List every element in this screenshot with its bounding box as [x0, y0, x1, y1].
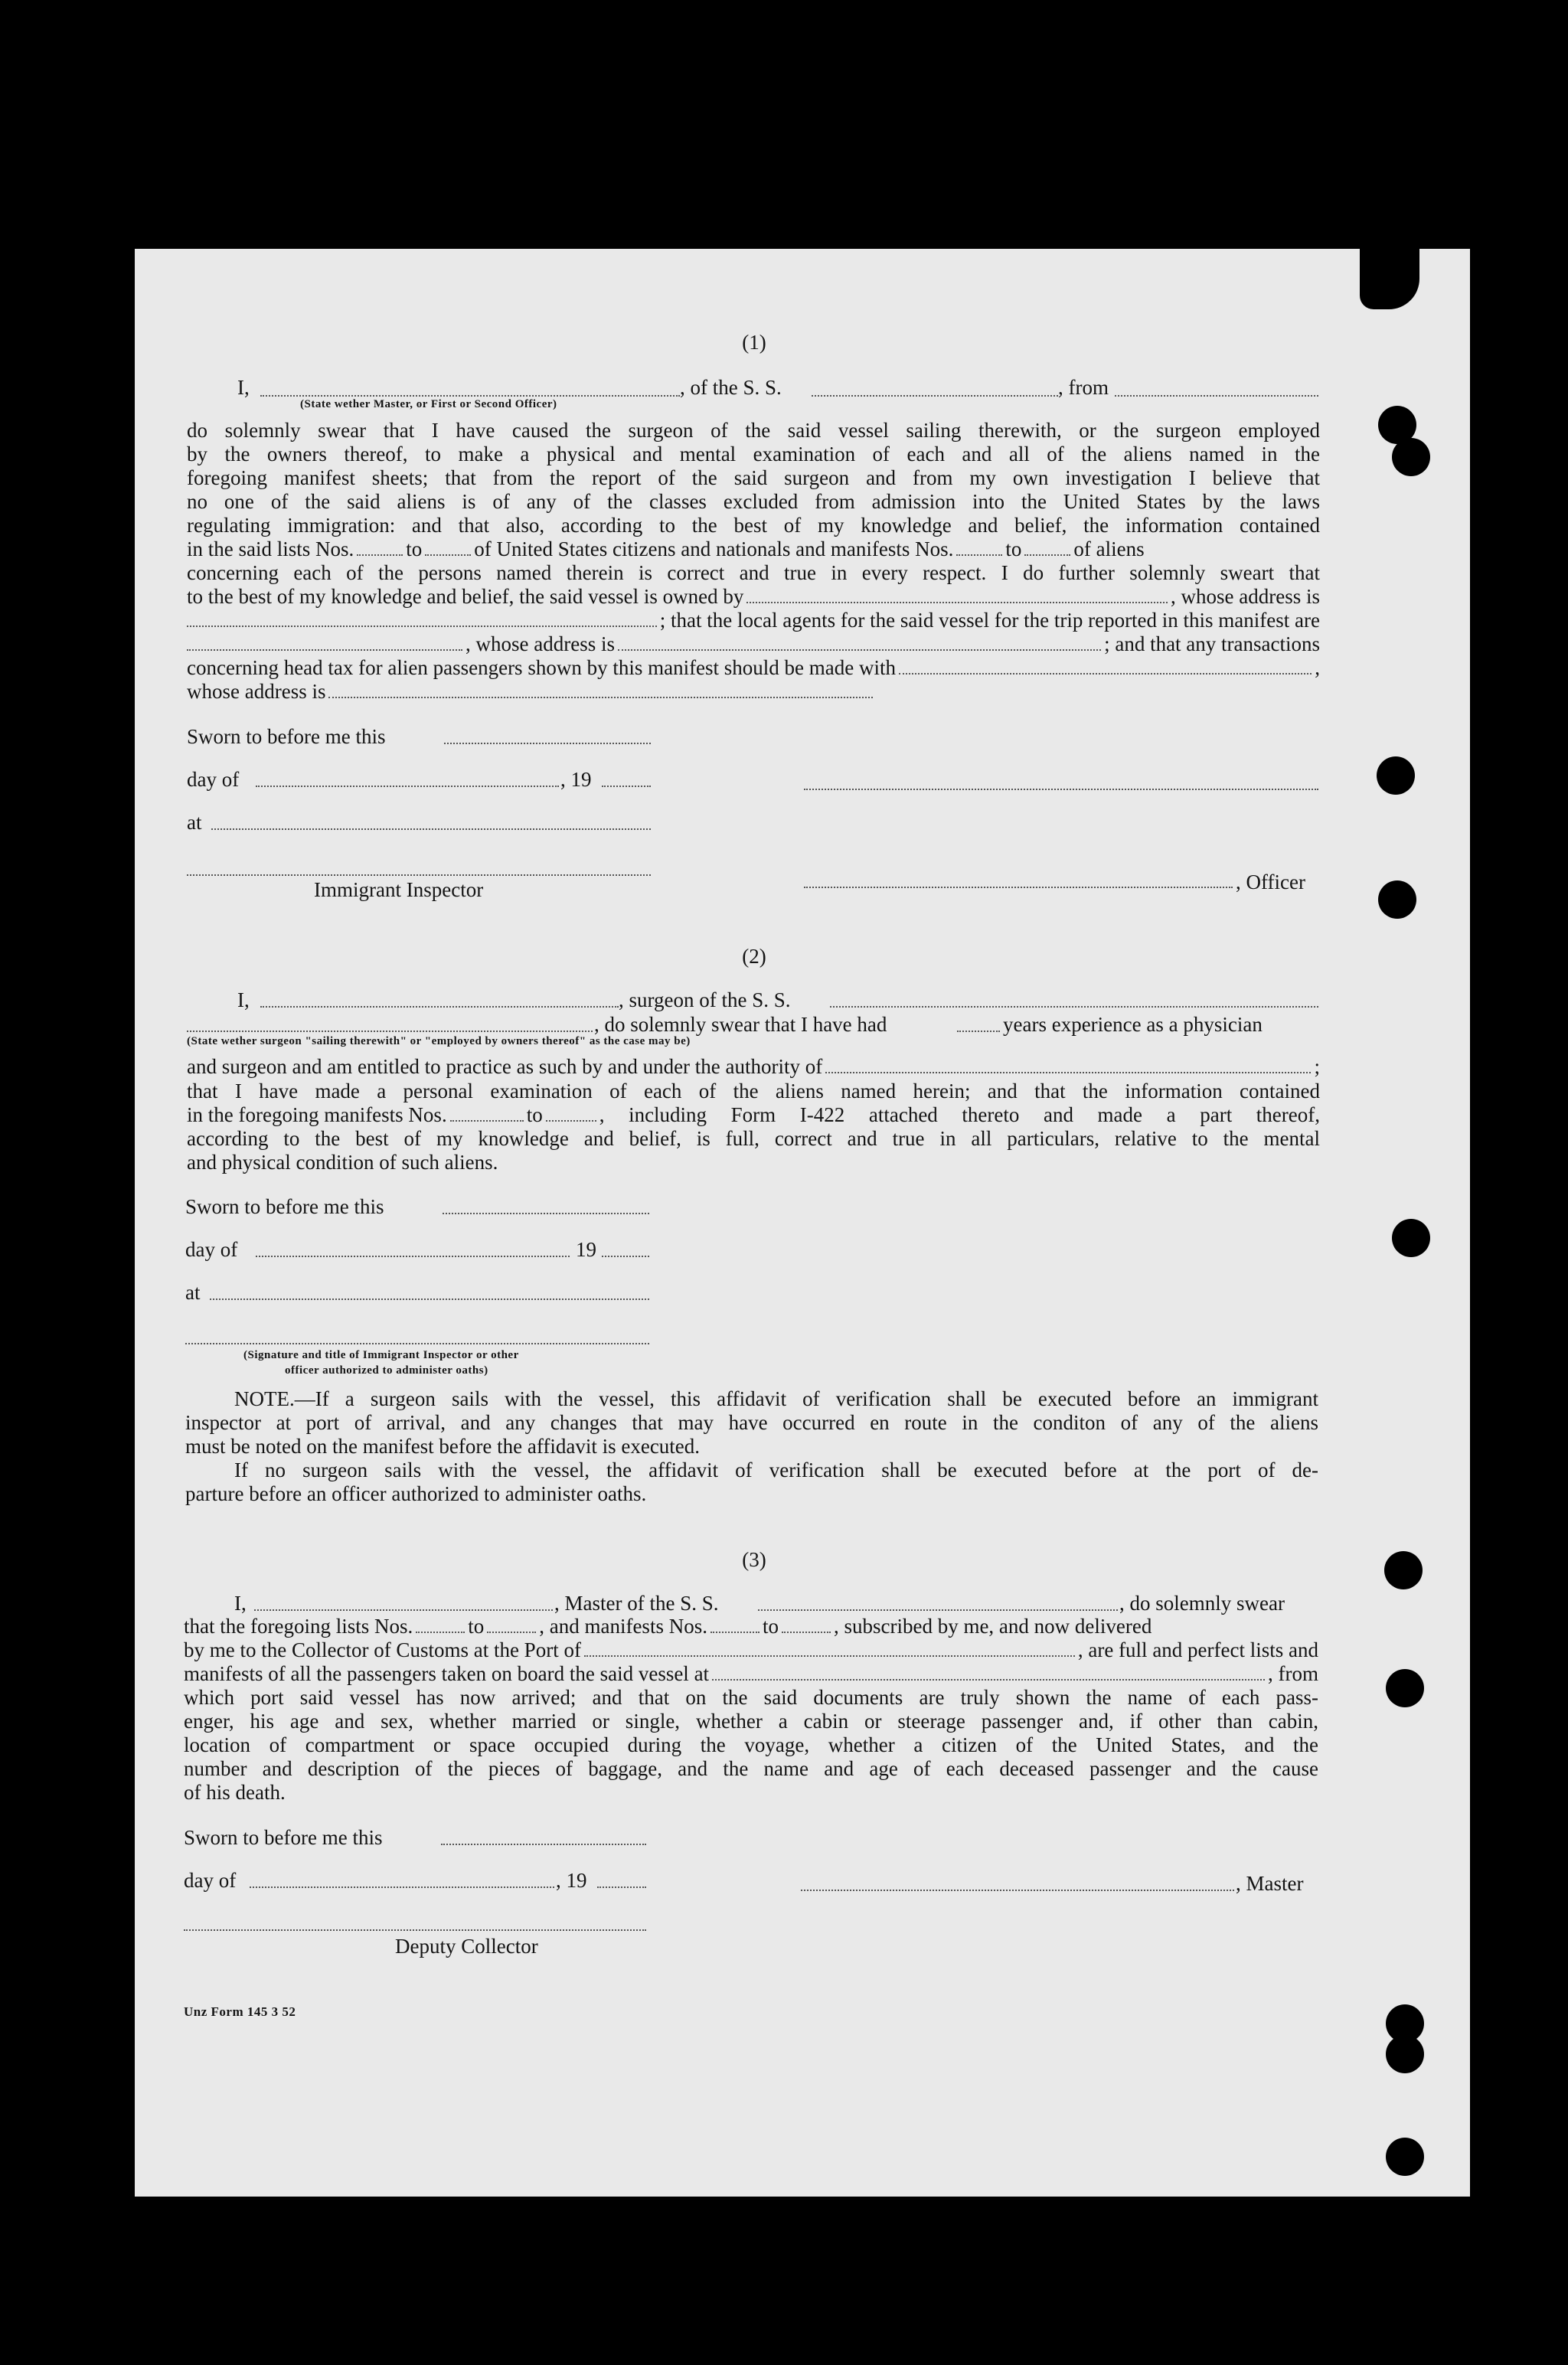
s1-p10a: , whose address is: [466, 632, 615, 655]
s1-day-of: day of: [187, 768, 240, 791]
s1-from: , from: [1058, 376, 1109, 399]
s1-owner-field[interactable]: [746, 601, 1168, 603]
s1-p8: [187, 585, 1320, 609]
s3-l7: location of compartment or space occupied during the voyage, whether a citizen of the United States, and the: [184, 1733, 1318, 1756]
s1-agents-field[interactable]: [187, 648, 462, 651]
s2-nineteen: 19: [576, 1238, 596, 1261]
s3-l3: [184, 1638, 1318, 1662]
section-2-number: (2): [742, 945, 766, 968]
s3-port-field[interactable]: [584, 1655, 1075, 1657]
s1-list-from-field[interactable]: [357, 554, 403, 556]
s3-day-field[interactable]: [250, 1886, 554, 1888]
s3-l2d: to: [762, 1615, 779, 1638]
s2-manifest-from-field[interactable]: [450, 1119, 524, 1122]
s3-master-name-field[interactable]: [254, 1609, 553, 1611]
s2-l7: and physical condition of such aliens.: [187, 1151, 498, 1174]
s1-headtax-field[interactable]: [899, 672, 1312, 675]
s3-l2b: to: [468, 1615, 485, 1638]
s1-p6d: to: [1005, 537, 1022, 560]
s3-deputy-signature-field[interactable]: [184, 1929, 646, 1931]
s3-l2: [184, 1615, 1318, 1638]
note-line-1: NOTE.—If a surgeon sails with the vessel, this affidavit of verification shall be executed before an immigrant: [234, 1387, 1318, 1410]
punch-hole: [1386, 2035, 1424, 2073]
s1-i: I,: [237, 376, 250, 399]
s2-sig-note-1: (Signature and title of Immigrant Inspector or other: [243, 1349, 519, 1361]
s3-nineteen: , 19: [556, 1869, 587, 1892]
s2-l3: and surgeon and am entitled to practice as such by and under the authority of: [187, 1055, 823, 1078]
s1-officer-signature-field-top[interactable]: [804, 789, 1318, 790]
s1-p3: foregoing manifest sheets; that from the report of the said surgeon and from my own investigation I believe that: [187, 466, 1320, 489]
s2-signature-field[interactable]: [185, 1343, 649, 1344]
s2-sworn-field[interactable]: [443, 1213, 649, 1214]
s1-officer-field[interactable]: [260, 395, 680, 397]
punch-hole: [1392, 438, 1430, 476]
s2-manifest-to-field[interactable]: [546, 1119, 596, 1122]
punch-hole: [1377, 756, 1415, 795]
s2-l5c: , including Form I-422 attached thereto and made a part thereof,: [599, 1103, 1320, 1126]
s1-vessel-field[interactable]: [812, 395, 1058, 397]
s1-inspector: Immigrant Inspector: [314, 878, 484, 901]
punch-hole: [1386, 2138, 1424, 2176]
s3-master-signature-field[interactable]: [801, 1890, 1234, 1891]
s2-at: at: [185, 1281, 201, 1304]
punch-hole: [1378, 880, 1416, 919]
s3-sworn-field[interactable]: [441, 1844, 646, 1845]
s1-at: at: [187, 811, 202, 834]
page-edge-shadow: [1360, 243, 1419, 309]
s1-headtax-address-field[interactable]: [328, 696, 873, 698]
s1-owner-address-field[interactable]: [187, 625, 657, 627]
s3-sworn: Sworn to before me this: [184, 1826, 383, 1849]
s3-l2a: that the foregoing lists Nos.: [184, 1615, 413, 1638]
s3-l2e: , subscribed by me, and now delivered: [833, 1615, 1152, 1638]
s1-p10b: ; and that any transactions: [1104, 632, 1320, 655]
s1-p7: concerning each of the persons named therein is correct and true in every respect. I do further solemnly sweart that: [187, 561, 1320, 584]
s1-year-field[interactable]: [602, 786, 651, 787]
s2-l5b: to: [526, 1103, 543, 1126]
s1-sworn: Sworn to before me this: [187, 725, 386, 748]
note-line-5: parture before an officer authorized to administer oaths.: [185, 1482, 647, 1505]
s1-nineteen: , 19: [560, 768, 592, 791]
s1-p1: do solemnly swear that I have caused the surgeon of the said vessel sailing therewith, or the surgeon employed: [187, 419, 1320, 442]
s2-surgeon-of: , surgeon of the S. S.: [619, 988, 791, 1011]
s3-year-field[interactable]: [597, 1886, 646, 1888]
s3-l3a: by me to the Collector of Customs at the Port of: [184, 1638, 581, 1661]
s1-p6e: of aliens: [1073, 537, 1145, 560]
s1-p8a: to the best of my knowledge and belief, the said vessel is owned by: [187, 585, 744, 608]
s3-master-of: , Master of the S. S.: [554, 1592, 719, 1615]
s3-vessel-field[interactable]: [758, 1609, 1118, 1611]
s3-master: , Master: [1236, 1872, 1304, 1895]
s1-p8b: , whose address is: [1171, 585, 1320, 608]
s1-p11a: concerning head tax for alien passengers shown by this manifest should be made with: [187, 656, 897, 679]
punch-hole: [1386, 1669, 1424, 1707]
s2-year-field[interactable]: [602, 1256, 649, 1257]
s3-l2c: , and manifests Nos.: [539, 1615, 707, 1638]
s3-lists-to-field[interactable]: [487, 1631, 536, 1633]
s1-p2: by the owners thereof, to make a physical and mental examination of each and all of the aliens named in the: [187, 443, 1320, 465]
s2-i: I,: [237, 988, 250, 1011]
s2-at-field[interactable]: [210, 1298, 649, 1300]
s1-manifest-to-field[interactable]: [1024, 554, 1070, 556]
s1-p9: [187, 609, 1320, 632]
section-1-number: (1): [742, 331, 766, 354]
s1-day-field[interactable]: [256, 786, 559, 787]
s1-inspector-signature-field[interactable]: [187, 874, 651, 876]
s3-l4b: , from: [1268, 1662, 1318, 1685]
s1-p12: whose address is: [187, 680, 326, 703]
s2-l4: that I have made a personal examination of each of the aliens named herein; and that the information contained: [187, 1080, 1320, 1102]
s3-l4: [184, 1662, 1318, 1686]
s2-do-swear: , do solemnly swear that I have had: [594, 1013, 887, 1036]
s1-sworn-field[interactable]: [444, 743, 651, 744]
note-line-4: If no surgeon sails with the vessel, the affidavit of verification shall be executed before at the port of de-: [234, 1459, 1318, 1481]
s3-l4a: manifests of all the passengers taken on board the said vessel at: [184, 1662, 710, 1685]
s3-l8: number and description of the pieces of baggage, and the name and age of each deceased passenger and the cause: [184, 1757, 1318, 1780]
s1-officer: , Officer: [1236, 871, 1305, 893]
s2-l6: according to the best of my knowledge and belief, is full, correct and true in all particulars, relative to the mental: [187, 1127, 1320, 1150]
s1-line1: [237, 375, 250, 400]
s1-from-field[interactable]: [1115, 395, 1318, 397]
s3-l5: which port said vessel has now arrived; and that on the said documents are truly shown the name of each pass-: [184, 1686, 1318, 1709]
form-id: Unz Form 145 3 52: [184, 2004, 296, 2019]
s3-day-of: day of: [184, 1869, 237, 1892]
s3-l6: enger, his age and sex, whether married or single, whether a cabin or steerage passenger and, if other than cabin,: [184, 1710, 1318, 1733]
s2-surgeon-field[interactable]: [260, 1006, 619, 1008]
s1-p12: [187, 680, 876, 704]
s1-p10: [187, 632, 1320, 656]
s2-sworn: Sworn to before me this: [185, 1195, 384, 1218]
s1-p6: [187, 537, 1320, 561]
punch-hole: [1392, 1219, 1430, 1257]
s2-surgeon-type-field[interactable]: [187, 1031, 593, 1032]
s2-sig-note-2: officer authorized to administer oaths): [285, 1364, 488, 1377]
s3-do-swear: , do solemnly swear: [1119, 1592, 1285, 1615]
s1-officer-signature-field[interactable]: [804, 887, 1233, 888]
s2-state-note: (State wether surgeon "sailing therewith" or "employed by owners thereof" as the case may be): [187, 1035, 691, 1047]
s1-p6b: to: [406, 537, 423, 560]
s3-deputy: Deputy Collector: [395, 1935, 538, 1958]
punch-hole: [1384, 1551, 1423, 1589]
s2-day-of: day of: [185, 1238, 238, 1261]
s2-l5a: in the foregoing manifests Nos.: [187, 1103, 447, 1126]
s1-p6a: in the said lists Nos.: [187, 537, 354, 560]
s3-boarding-port-field[interactable]: [712, 1678, 1265, 1681]
s3-lists-from-field[interactable]: [416, 1631, 465, 1633]
s1-p11: [187, 656, 1320, 680]
s1-p6c: of United States citizens and nationals and manifests Nos.: [474, 537, 954, 560]
s2-years-experience: years experience as a physician: [1003, 1013, 1263, 1036]
s1-at-field[interactable]: [211, 828, 651, 830]
s2-vessel-field[interactable]: [830, 1006, 1318, 1008]
s2-l3: [187, 1055, 1320, 1079]
s1-p4: no one of the said aliens is of any of the classes excluded from admission into the United States by the laws: [187, 490, 1320, 513]
s1-agents-address-field[interactable]: [618, 648, 1101, 651]
s2-authority-field[interactable]: [825, 1071, 1311, 1073]
s1-list-to-field[interactable]: [425, 554, 471, 556]
s2-day-field[interactable]: [256, 1256, 570, 1257]
s1-state-note: (State wether Master, or First or Second Officer): [300, 398, 557, 410]
s3-i: I,: [234, 1592, 247, 1615]
note-line-3: must be noted on the manifest before the affidavit is executed.: [185, 1435, 701, 1458]
s1-manifest-from-field[interactable]: [956, 554, 1002, 556]
s3-l3b: , are full and perfect lists and: [1077, 1638, 1318, 1661]
s2-years-field[interactable]: [957, 1031, 1000, 1032]
s2-l3end: ;: [1314, 1055, 1320, 1078]
s1-p9: ; that the local agents for the said vessel for the trip reported in this manifest are: [659, 609, 1320, 632]
section-3-number: (3): [742, 1548, 766, 1571]
s1-p11b: ,: [1315, 656, 1320, 679]
s3-l9: of his death.: [184, 1781, 286, 1804]
s3-manifests-from-field[interactable]: [710, 1631, 760, 1633]
note-line-2: inspector at port of arrival, and any changes that may have occurred en route in the conditon of any of the aliens: [185, 1411, 1318, 1434]
s3-manifests-to-field[interactable]: [782, 1631, 831, 1633]
s2-l5: [187, 1103, 1320, 1127]
s1-p5: regulating immigration: and that also, according to the best of my knowledge and belief, the information contained: [187, 514, 1320, 537]
s1-of-ss: , of the S. S.: [680, 376, 782, 399]
